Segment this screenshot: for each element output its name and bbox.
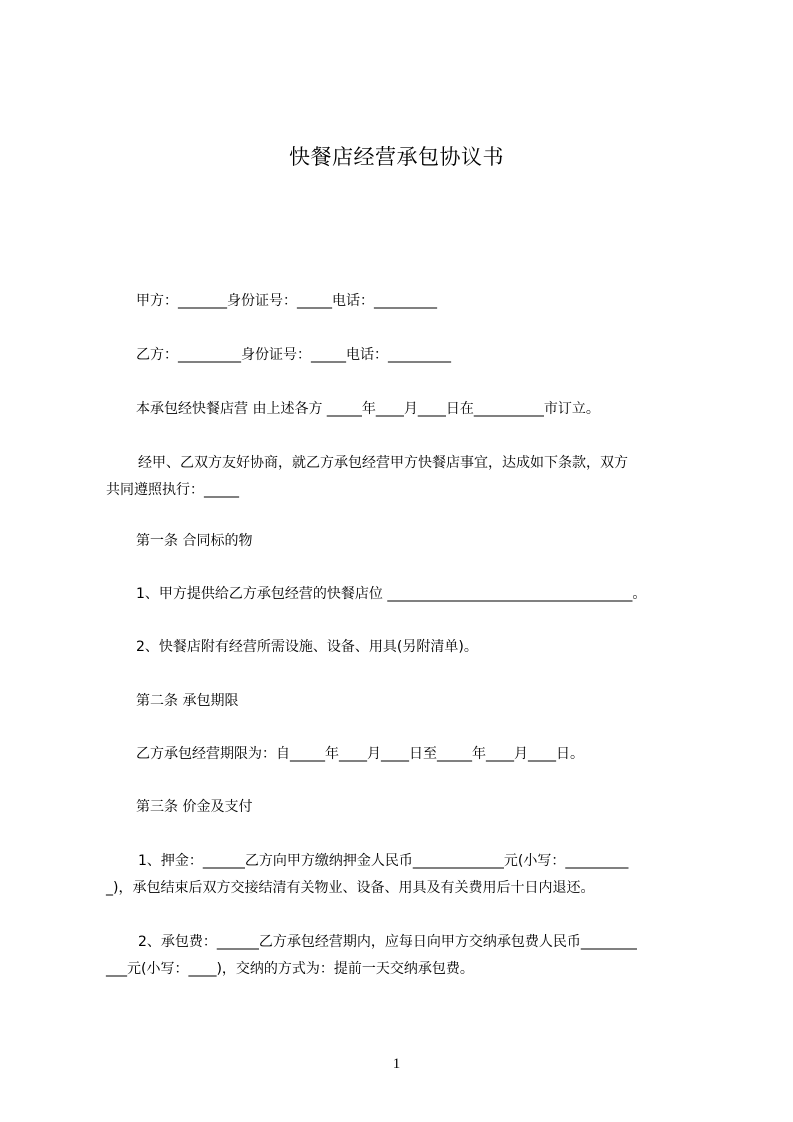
- article-3-heading: 第三条 价金及支付: [136, 799, 253, 815]
- page-number: 1: [392, 1056, 401, 1072]
- deposit-line-1: 1、押金：______乙方向甲方缴纳押金人民币_____________元(小写：_________: [138, 853, 629, 869]
- article-2-heading: 第二条 承包期限: [136, 693, 239, 709]
- signing-line: 本承包经快餐店营 由上述各方 _____年____月____日在__________市订立。: [136, 401, 600, 417]
- article-1-heading: 第一条 合同标的物: [136, 533, 253, 549]
- article-2-term: 乙方承包经营期限为：自_____年____月____日至_____年____月____日。: [136, 746, 584, 762]
- intro-line-2: 共同遵照执行：_____: [106, 482, 239, 498]
- article-1-item-2: 2、快餐店附有经营所需设施、设备、用具(另附清单)。: [136, 639, 478, 655]
- fee-line-1: 2、承包费：______乙方承包经营期内，应每日向甲方交纳承包费人民币________: [138, 934, 637, 950]
- party-a-line: 甲方：_______身份证号：_____电话：_________: [136, 293, 437, 309]
- document-title: 快餐店经营承包协议书: [289, 145, 504, 169]
- fee-line-2: ___元(小写：____)，交纳的方式为：提前一天交纳承包费。: [106, 961, 474, 977]
- article-1-item-1: 1、甲方提供给乙方承包经营的快餐店位 ___________________________________。: [136, 586, 647, 602]
- deposit-line-2: _)，承包结束后双方交接结清有关物业、设备、用具及有关费用后十日内退还。: [106, 880, 595, 896]
- party-b-line: 乙方：_________身份证号：_____电话：_________: [136, 347, 451, 363]
- intro-line-1: 经甲、乙双方友好协商，就乙方承包经营甲方快餐店事宜，达成如下条款，双方: [138, 455, 628, 471]
